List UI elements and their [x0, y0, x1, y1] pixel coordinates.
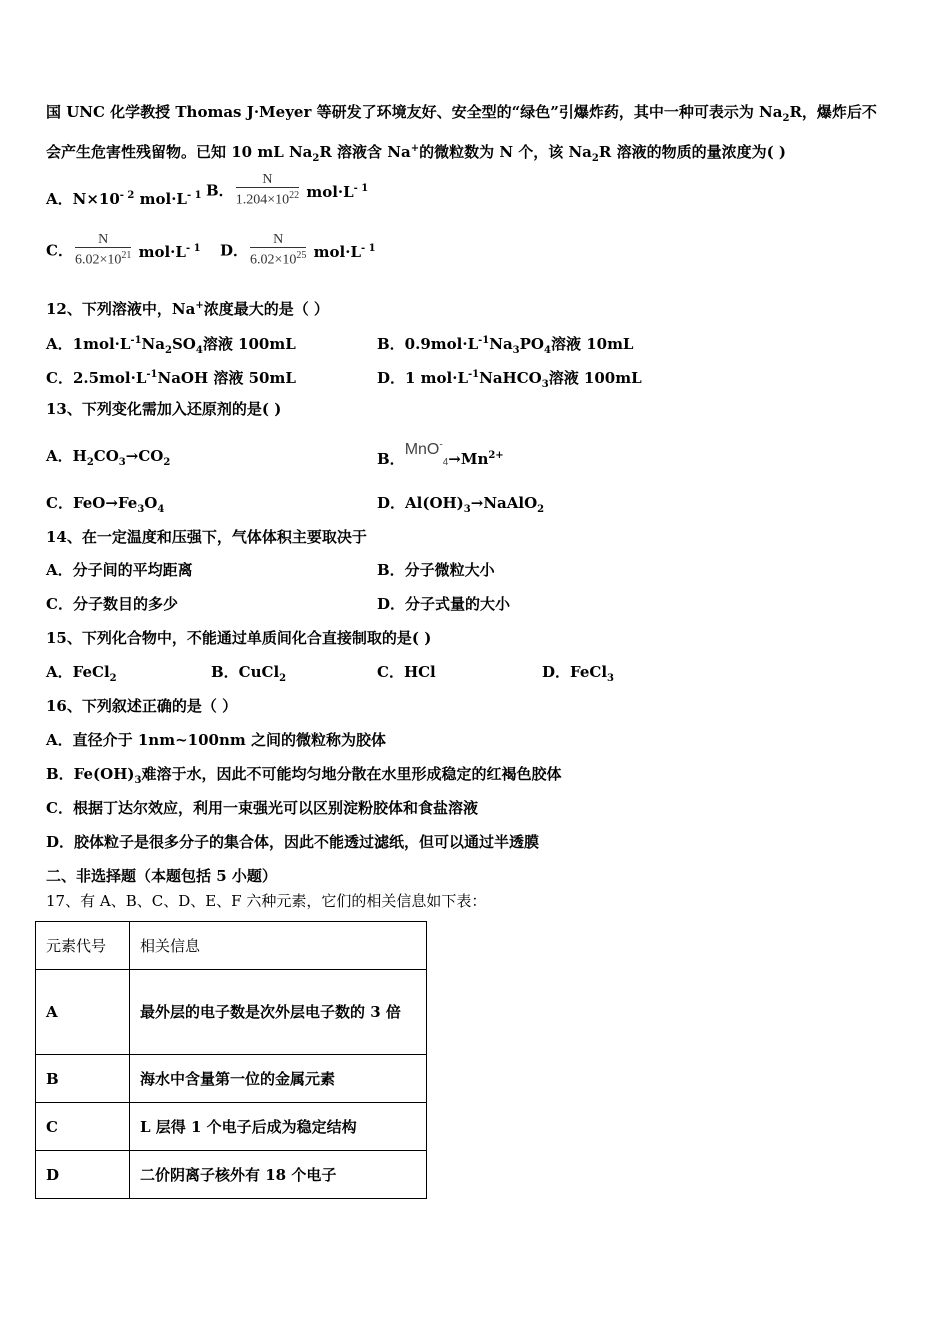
q15-stem: 15、下列化合物中，不能通过单质间化合直接制取的是( )	[46, 629, 432, 647]
table-cell-code: C	[36, 1103, 130, 1151]
element-info-table	[35, 921, 427, 1199]
q11-option-d: D． $\frac{N}{6.02\times 10^{25}}$ $mol\cdot L^{- 1}$	[220, 232, 376, 268]
q15-option-c: C．HCl	[377, 663, 436, 681]
table-cell-code: D	[36, 1151, 130, 1199]
table-row	[36, 1055, 427, 1103]
q12-option-d: D．1 $mol\cdot L^{-1}NaHCO_3$溶液 100mL	[377, 369, 642, 390]
q14-option-a: A．分子间的平均距离	[46, 561, 193, 579]
table-cell-code: B	[36, 1055, 130, 1103]
q13-option-c: C．$FeO\to Fe_3O_4$	[46, 494, 165, 515]
table-cell-code: A	[36, 970, 130, 1055]
q14-option-c: C．分子数目的多少	[46, 595, 178, 613]
q17-stem: 17、有 A、B、C、D、E、F 六种元素，它们的相关信息如下表：	[46, 892, 487, 910]
q14-stem: 14、在一定温度和压强下，气体体积主要取决于	[46, 528, 367, 546]
q15-option-b: B．CuCl$_2$	[211, 663, 287, 684]
q12-stem: 12、下列溶液中，Na+浓度最大的是（ ）	[46, 300, 329, 318]
q16-stem: 16、下列叙述正确的是（ ）	[46, 697, 238, 715]
q16-option-c: C．根据丁达尔效应，利用一束强光可以区别淀粉胶体和食盐溶液	[46, 799, 478, 817]
q15-option-a: A．FeCl$_2$	[46, 663, 117, 684]
q11-option-c: C． $\frac{N}{6.02\times 10^{21}}$ $mol\cdot L^{- 1}$	[46, 232, 201, 268]
q16-option-d: D．胶体粒子是很多分子的集合体，因此不能透过滤纸，但可以通过半透膜	[46, 833, 540, 851]
section-2-heading: 二、非选择题（本题包括 5 小题）	[46, 867, 277, 885]
q13-option-d: D．$Al(OH)_3\to NaAlO_2$	[377, 494, 545, 515]
table-header-code: 元素代号	[36, 922, 130, 970]
q13-option-b: B．$MnO^-_4\to Mn^{2+}$	[377, 440, 504, 469]
q16-option-b: B．$Fe(OH)_3$难溶于水，因此不可能均匀地分散在水里形成稳定的红褐色胶体	[46, 765, 562, 786]
table-header-info: 相关信息	[130, 922, 427, 970]
q13-stem: 13、下列变化需加入还原剂的是( )	[46, 400, 282, 418]
q11-stem-line1: 国 UNC 化学教授 Thomas J·Meyer 等研发了环境友好、安全型的“绿色”引爆炸药，其中一种可表示为 $Na_2R$，爆炸后不	[46, 103, 877, 124]
q12-option-a: A．$1mol\cdot L^{-1}Na_2SO_4$溶液 100mL	[46, 335, 296, 356]
q11-option-c-fraction: $\frac{N}{6.02\times 10^{21}}$	[74, 232, 132, 268]
table-row	[36, 1103, 427, 1151]
q14-option-d: D．分子式量的大小	[377, 595, 511, 613]
q12-option-b: B．$0.9mol\cdot L^{-1}Na_3PO_4$溶液 10mL	[377, 335, 634, 356]
q16-option-a: A．直径介于 1nm~100nm 之间的微粒称为胶体	[46, 731, 386, 749]
table-cell-info: L 层得 1 个电子后成为稳定结构	[130, 1103, 427, 1151]
q11-option-b-fraction: $\frac{N}{1.204\times 10^{22}}$	[235, 172, 300, 208]
table-cell-info: 最外层的电子数是次外层电子数的 3 倍	[130, 970, 427, 1055]
q13-option-a: A．$H_2CO_3\to CO_2$	[46, 447, 171, 468]
q11-option-b: B． $\frac{N}{1.204\times 10^{22}}$ $mol\cdot L^{- 1}$	[206, 172, 369, 208]
table-cell-info: 二价阴离子核外有 18 个电子	[130, 1151, 427, 1199]
q14-option-b: B．分子微粒大小	[377, 561, 495, 579]
table-row	[36, 970, 427, 1055]
q15-option-d: D．FeCl$_3$	[542, 663, 614, 684]
q11-option-a: A．$N\times 10^{- 2}$ $mol\cdot L^{- 1}$	[46, 190, 202, 208]
table-cell-info: 海水中含量第一位的金属元素	[130, 1055, 427, 1103]
q11-option-d-fraction: $\frac{N}{6.02\times 10^{25}}$	[250, 232, 307, 268]
table-header-row	[36, 922, 427, 970]
q12-option-c: C．$2.5mol\cdot L^{-1}NaOH$ 溶液 50mL	[46, 369, 296, 387]
table-row	[36, 1151, 427, 1199]
q11-stem-line2: 会产生危害性残留物。已知 10 mL $Na_2R$ 溶液含 Na+的微粒数为 N 个，该 $Na_2R$ 溶液的物质的量浓度为( )	[46, 143, 786, 164]
